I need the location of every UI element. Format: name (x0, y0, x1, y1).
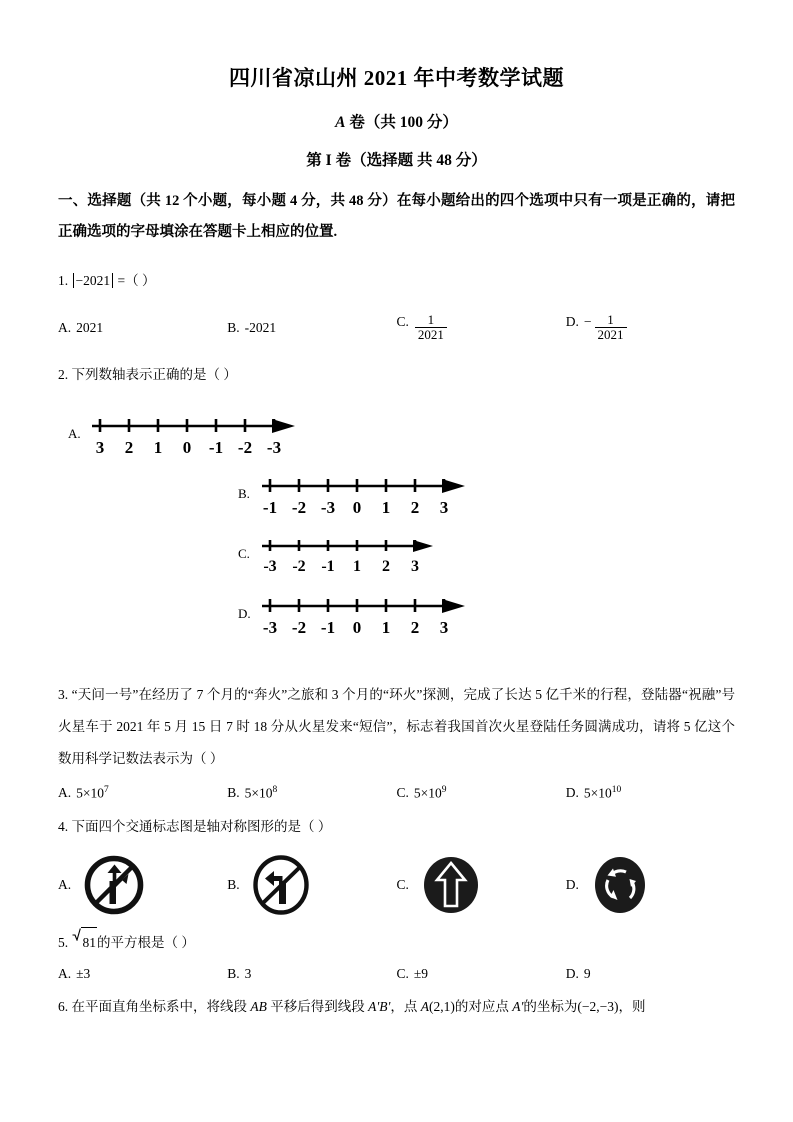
question-1-stem (58, 248, 735, 296)
question-3-options (58, 775, 735, 802)
tick-label: 0 (182, 438, 192, 457)
question-3-number: 3. (58, 687, 69, 702)
exponent: 10 (611, 785, 622, 795)
tick-label: 1 (153, 438, 163, 457)
exponent: 9 (441, 785, 447, 795)
option-text: $5\times 10^8$ (244, 785, 278, 801)
square-root-expression (72, 927, 98, 958)
question-1-option-c[interactable] (396, 311, 566, 342)
question-3-text: “天问一号”在经历了 7 个月的“奔火”之旅和 3 个月的“环火”探测，完成了长达 5 亿千米的行程，登陆器“祝融”号火星车于 2021 年 5 月 15 日 7 时 18 分从火星发来“短信”，标志着我国首次火星登陆任务圆满成功，请将 5 亿这个数用科学记数法表示为（ ） (58, 687, 736, 766)
question-4-number: 4. (58, 818, 69, 834)
question-6-stem (58, 982, 735, 1022)
option-text: ±9 (413, 965, 429, 981)
question-5-options (58, 958, 735, 982)
option-text: -2021 (244, 320, 277, 335)
radical-sign-icon (72, 928, 81, 941)
option-label: A. (58, 876, 72, 892)
question-6-text-b: 平移后得到线段 (266, 998, 369, 1014)
tick-label: 1 (381, 498, 391, 517)
option-label: B. (227, 785, 240, 800)
paper-part-rest: 卷（共 100 分） (345, 114, 458, 131)
tick-label: -3 (262, 618, 278, 637)
tick-label: -2 (291, 498, 307, 517)
option-text: 3 (244, 965, 252, 981)
option-text: $5\times 10^9$ (413, 785, 447, 801)
tick-label: -3 (320, 498, 336, 517)
question-2-option-b[interactable] (58, 460, 735, 520)
option-label: D. (565, 785, 579, 800)
question-5-option-d[interactable] (566, 966, 735, 982)
tick-label: 3 (439, 498, 449, 517)
coordinate-pair-2: (−2,−3) (577, 998, 619, 1014)
question-6-text-c: ，点 (390, 998, 421, 1014)
number-line-b-graphic (260, 474, 475, 520)
question-3-option-c[interactable] (397, 785, 566, 802)
tick-label: -2 (292, 558, 306, 575)
question-6-text-f: ，则 (618, 998, 646, 1014)
tick-label: -2 (291, 618, 307, 637)
fraction-denominator: 2021 (415, 327, 447, 342)
question-1-option-d[interactable] (565, 311, 735, 342)
question-6-text-a: 在平面直角坐标系中，将线段 (71, 998, 251, 1014)
question-2-option-c[interactable] (58, 520, 735, 580)
tick-label: 2 (124, 438, 134, 457)
question-3-option-d[interactable] (566, 785, 735, 802)
number-line-c-graphic (260, 534, 475, 580)
section-heading: 第 I 卷（选择题 共 48 分） (306, 152, 487, 169)
no-left-turn-sign-icon (252, 854, 310, 916)
question-5-option-c[interactable] (397, 966, 566, 982)
tick-label: 3 (439, 618, 449, 637)
no-straight-or-right-turn-sign-icon (83, 854, 145, 916)
tick-label: 3 (95, 438, 105, 457)
roundabout-sign-icon (591, 854, 649, 916)
fraction-denominator: 2021 (595, 327, 627, 342)
option-label: B. (227, 876, 240, 892)
question-4-text: 下面四个交通标志图是轴对称图形的是（ ） (71, 818, 332, 834)
paper-part-letter: A (335, 114, 346, 131)
page-title: 四川省凉山州 2021 年中考数学试题 (229, 66, 564, 90)
option-text: 2021 (76, 320, 104, 335)
question-3-option-a[interactable] (58, 785, 227, 802)
option-label: D. (238, 606, 251, 621)
fraction-numerator: 1 (427, 311, 435, 327)
option-label: C. (396, 313, 409, 329)
question-1-options (58, 296, 735, 348)
option-label: D. (565, 965, 579, 981)
question-5-text: 的平方根是（ ） (97, 934, 195, 950)
tick-label: 0 (352, 498, 362, 517)
option-label: D. (565, 313, 579, 329)
spacer (58, 640, 735, 666)
option-text: 9 (583, 965, 591, 981)
option-label: B. (238, 486, 250, 501)
option-label: C. (396, 965, 409, 981)
exponent: 8 (272, 785, 278, 795)
tick-label: -1 (262, 498, 278, 517)
question-2-number: 2. (58, 367, 69, 382)
question-2-option-a[interactable] (58, 390, 735, 460)
tick-label: -2 (237, 438, 253, 457)
segment-ab-prime: A'B' (368, 998, 391, 1014)
question-2-option-d[interactable] (58, 580, 735, 640)
fraction-numerator: 1 (607, 311, 614, 327)
tick-label: -1 (321, 558, 335, 575)
question-4-option-a[interactable] (58, 854, 227, 916)
segment-ab: AB (250, 998, 267, 1014)
point-a-prime: A' (512, 998, 524, 1014)
option-label: A. (58, 965, 72, 981)
tick-label: 3 (411, 558, 419, 575)
coordinate-pair-1: (2,1) (429, 998, 455, 1014)
question-4-option-b[interactable] (227, 854, 396, 916)
question-4-option-d[interactable] (566, 854, 735, 916)
option-label: A. (58, 320, 72, 335)
fraction (595, 313, 627, 341)
question-1-equals: =（ ） (117, 273, 156, 288)
minus-sign: − (583, 313, 592, 329)
option-label: C. (238, 546, 250, 561)
question-2-options (58, 390, 735, 640)
question-6-text-d: 的对应点 (454, 998, 513, 1014)
tick-label: 1 (353, 558, 361, 575)
tick-label: -3 (263, 558, 277, 575)
number-line-d-graphic (260, 594, 475, 640)
go-straight-arrow-sign-icon (421, 854, 481, 916)
tick-label: -3 (266, 438, 282, 457)
question-6-number: 6. (58, 998, 69, 1014)
question-1-option-b[interactable] (227, 320, 396, 336)
option-label: B. (227, 320, 240, 335)
question-4-option-c[interactable] (397, 854, 566, 916)
option-label: A. (68, 426, 81, 441)
tick-label: 0 (352, 618, 362, 637)
option-label: B. (227, 965, 240, 981)
tick-label: -1 (208, 438, 224, 457)
option-label: D. (565, 876, 579, 892)
tick-label: -1 (320, 618, 336, 637)
option-text: $5\times 10^{10}$ (583, 785, 622, 801)
option-text: $5\times 10^7$ (76, 785, 109, 801)
question-3-stem (58, 666, 735, 775)
point-a: A (420, 998, 430, 1014)
tick-label: 2 (410, 618, 420, 637)
option-label: C. (396, 876, 409, 892)
question-5-stem (58, 916, 735, 958)
question-2-stem (58, 348, 735, 390)
question-3-option-b[interactable] (227, 785, 396, 802)
number-line-a-graphic (90, 414, 305, 460)
tick-label: 1 (381, 618, 391, 637)
option-text: ±3 (76, 965, 91, 981)
question-2-text: 下列数轴表示正确的是（ ） (71, 367, 237, 382)
absolute-value-expression: −2021 (73, 273, 114, 288)
question-5-number: 5. (58, 934, 69, 950)
fraction (415, 313, 447, 341)
question-4-stem (58, 802, 735, 842)
question-1-number: 1. (58, 273, 69, 288)
question-5-option-b[interactable] (227, 966, 396, 982)
exponent: 7 (104, 785, 109, 795)
radicand: 81 (81, 927, 98, 958)
tick-label: 2 (410, 498, 420, 517)
paper-part-heading (58, 92, 735, 132)
question-1-option-a[interactable] (58, 320, 227, 336)
section-instruction: 一、选择题（共 12 个小题，每小题 4 分，共 48 分）在每小题给出的四个选项中只有一项是正确的，请把正确选项的字母填涂在答题卡上相应的位置. (58, 193, 735, 240)
tick-label: 2 (382, 558, 390, 575)
question-5-option-a[interactable] (58, 966, 227, 982)
question-4-options (58, 842, 735, 916)
option-label: A. (58, 785, 72, 800)
question-6-text-e: 的坐标为 (523, 998, 578, 1014)
option-label: C. (396, 785, 409, 800)
